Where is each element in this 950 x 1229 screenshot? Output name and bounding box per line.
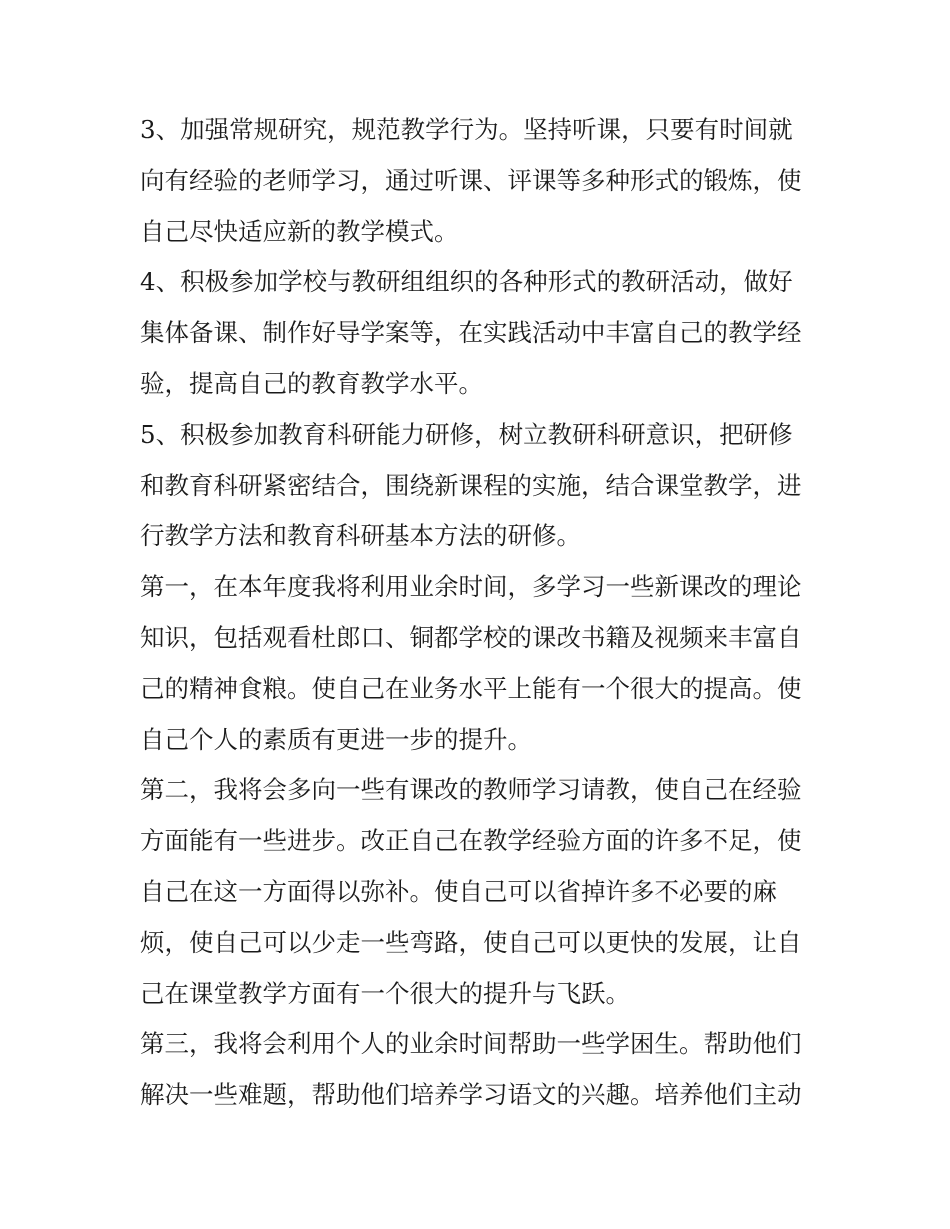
text-line: 自己在这一方面得以弥补。使自己可以省掉许多不必要的麻 bbox=[140, 876, 777, 906]
paragraph-4 bbox=[140, 257, 820, 409]
text-line: 验，提高自己的教育教学水平。 bbox=[140, 368, 483, 398]
text-line: 集体备课、制作好导学案等，在实践活动中丰富自己的教学经 bbox=[140, 318, 802, 348]
document-body bbox=[140, 105, 820, 1121]
paragraph-3 bbox=[140, 105, 820, 257]
text-line: 第一，在本年度我将利用业余时间，多学习一些新课改的理论 bbox=[140, 572, 802, 602]
paragraph-second bbox=[140, 765, 820, 1019]
text-line: 第三，我将会利用个人的业余时间帮助一些学困生。帮助他们 bbox=[140, 1029, 802, 1059]
text-line: 自己个人的素质有更进一步的提升。 bbox=[140, 724, 532, 754]
text-line: 己在课堂教学方面有一个很大的提升与飞跃。 bbox=[140, 978, 630, 1008]
text-line: 己的精神食粮。使自己在业务水平上能有一个很大的提高。使 bbox=[140, 673, 802, 703]
text-line: 自己尽快适应新的教学模式。 bbox=[140, 216, 459, 246]
text-line: 和教育科研紧密结合，围绕新课程的实施，结合课堂教学，进 bbox=[140, 470, 802, 500]
text-line: 解决一些难题，帮助他们培养学习语文的兴趣。培养他们主动 bbox=[140, 1080, 802, 1110]
text-line: 第二，我将会多向一些有课改的教师学习请教，使自己在经验 bbox=[140, 775, 802, 805]
paragraph-third bbox=[140, 1019, 820, 1121]
text-line: 3、加强常规研究，规范教学行为。坚持听课，只要有时间就 bbox=[140, 115, 793, 144]
text-line: 向有经验的老师学习，通过听课、评课等多种形式的锻炼，使 bbox=[140, 165, 802, 195]
text-line: 5、积极参加教育科研能力研修，树立教研科研意识，把研修 bbox=[140, 419, 793, 449]
text-line: 知识，包括观看杜郎口、铜都学校的课改书籍及视频来丰富自 bbox=[140, 622, 802, 652]
paragraph-first bbox=[140, 562, 820, 765]
paragraph-5 bbox=[140, 410, 820, 562]
text-line: 方面能有一些进步。改正自己在教学经验方面的许多不足，使 bbox=[140, 826, 802, 856]
text-line: 烦，使自己可以少走一些弯路，使自己可以更快的发展，让自 bbox=[140, 927, 802, 957]
text-line: 行教学方法和教育科研基本方法的研修。 bbox=[140, 521, 581, 551]
text-line: 4、积极参加学校与教研组组织的各种形式的教研活动，做好 bbox=[140, 267, 793, 297]
